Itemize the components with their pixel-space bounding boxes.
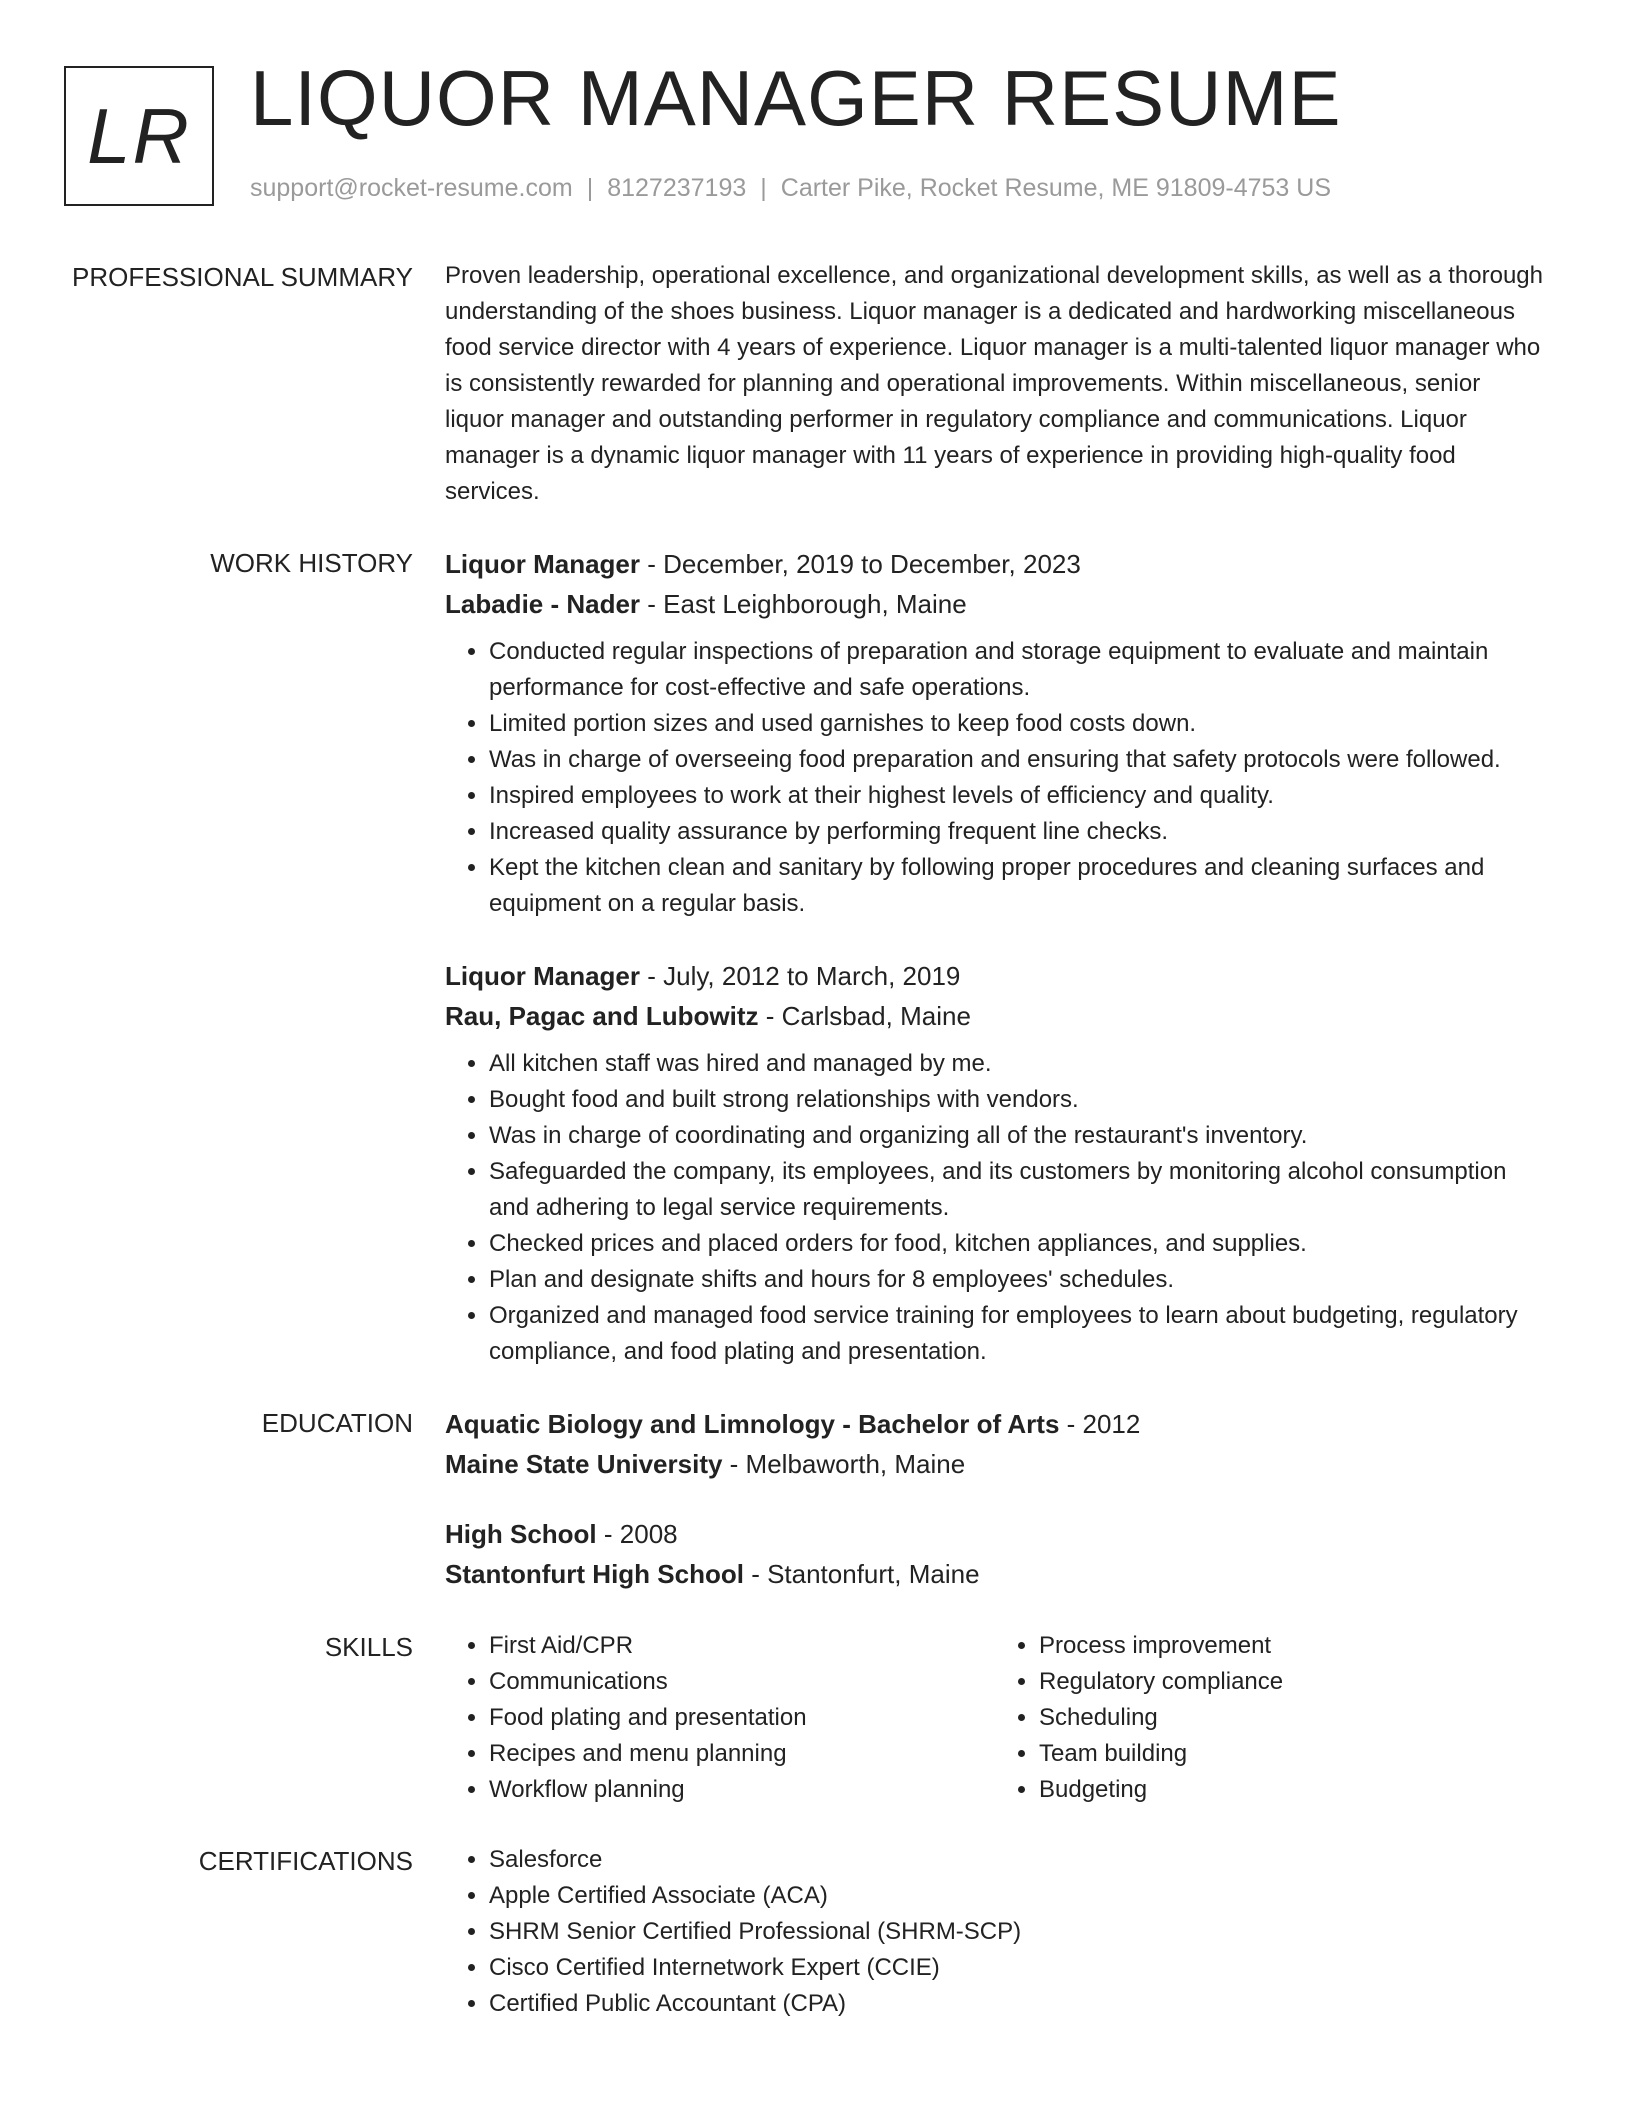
skill-item: • Food plating and presentation [489, 1700, 995, 1736]
job-bullets [445, 634, 1545, 922]
job-bullet: • Inspired employees to work at their highest levels of efficiency and quality. [489, 778, 1545, 814]
contact-email: support@rocket-resume.com [250, 174, 573, 202]
job-entry [445, 544, 1545, 922]
certification-item: • Apple Certified Associate (ACA) [489, 1878, 1545, 1914]
resume-title: LIQUOR MANAGER RESUME [250, 54, 1342, 142]
skill-item: • Recipes and menu planning [489, 1736, 995, 1772]
skill-item: • Process improvement [1039, 1628, 1545, 1664]
skills-section [0, 1628, 1632, 1808]
skill-item: • Regulatory compliance [1039, 1664, 1545, 1700]
monogram-logo: LR [64, 66, 214, 206]
section-label-education: EDUCATION [261, 1408, 413, 1438]
skill-item: • Workflow planning [489, 1772, 995, 1808]
section-label-skills: SKILLS [324, 1632, 413, 1662]
education-entry [445, 1404, 1545, 1484]
job-company: Labadie - Nader [445, 589, 641, 619]
edu-school: Stantonfurt High School [445, 1559, 744, 1589]
section-label-work: WORK HISTORY [210, 548, 413, 578]
section-label-summary: PROFESSIONAL SUMMARY [72, 262, 413, 292]
job-bullet: • Plan and designate shifts and hours for 8 employees' schedules. [489, 1262, 1545, 1298]
skill-item: • First Aid/CPR [489, 1628, 995, 1664]
job-dates: - December, 2019 to December, 2023 [640, 549, 1081, 579]
job-entry [445, 956, 1545, 1370]
education-section [0, 1404, 1632, 1594]
contact-separator: | [586, 174, 594, 202]
skill-item: • Team building [1039, 1736, 1545, 1772]
job-bullet: • Checked prices and placed orders for food, kitchen appliances, and supplies. [489, 1226, 1545, 1262]
skill-item: • Budgeting [1039, 1772, 1545, 1808]
job-bullet: • Safeguarded the company, its employees, and its customers by monitoring alcohol consumption and adhering to legal service requirements. [489, 1154, 1545, 1226]
certification-item: • Cisco Certified Internetwork Expert (CCIE) [489, 1950, 1545, 1986]
certification-item: • Salesforce [489, 1842, 1545, 1878]
job-dates: - July, 2012 to March, 2019 [640, 961, 961, 991]
summary-text: Proven leadership, operational excellence, and organizational development skills, as well as a thorough understanding of the shoes business. Liquor manager is a dedicated and hardworking miscellaneous food service director with 4 years of experience. Liquor manager is a multi-talented liquor manager who is consistently rewarded for planning and operational improvements. Within miscellaneous, senior liquor manager and outstanding performer in regulatory compliance and communications. Liquor manager is a dynamic liquor manager with 11 years of experience in providing high-quality food services. [445, 262, 1543, 505]
certifications-list [445, 1842, 1545, 2022]
job-bullet: • Was in charge of overseeing food preparation and ensuring that safety protocols were followed. [489, 742, 1545, 778]
job-bullet: • Kept the kitchen clean and sanitary by following proper procedures and cleaning surfaces and equipment on a regular basis. [489, 850, 1545, 922]
contact-phone: 8127237193 [607, 174, 747, 202]
contact-line [250, 174, 1331, 203]
job-location: - Carlsbad, Maine [758, 1001, 971, 1031]
summary-section [0, 258, 1632, 510]
contact-separator: | [760, 174, 767, 202]
skill-item: • Scheduling [1039, 1700, 1545, 1736]
certification-item: • Certified Public Accountant (CPA) [489, 1986, 1545, 2022]
section-label-certifications: CERTIFICATIONS [198, 1846, 413, 1876]
job-company: Rau, Pagac and Lubowitz [445, 1001, 759, 1031]
resume-content [0, 258, 1632, 2056]
edu-location: - Melbaworth, Maine [722, 1449, 966, 1479]
edu-school: Maine State University [445, 1449, 723, 1479]
job-bullet: • All kitchen staff was hired and managed by me. [489, 1046, 1545, 1082]
edu-degree: Aquatic Biology and Limnology - Bachelor of Arts [445, 1409, 1060, 1439]
job-bullet: • Conducted regular inspections of preparation and storage equipment to evaluate and maintain performance for cost-effective and safe operations. [489, 634, 1545, 706]
skill-item: • Communications [489, 1664, 995, 1700]
education-entry [445, 1514, 1545, 1594]
edu-location: - Stantonfurt, Maine [743, 1559, 980, 1589]
job-title: Liquor Manager [445, 961, 641, 991]
job-location: - East Leighborough, Maine [640, 589, 967, 619]
work-history-section [0, 544, 1632, 1370]
edu-year: - 2012 [1059, 1409, 1141, 1439]
job-bullet: • Organized and managed food service training for employees to learn about budgeting, regulatory compliance, and food plating and presentation. [489, 1298, 1545, 1370]
certifications-section [0, 1842, 1632, 2022]
job-bullet: • Limited portion sizes and used garnishes to keep food costs down. [489, 706, 1545, 742]
job-bullets [445, 1046, 1545, 1370]
skills-list-left [445, 1628, 995, 1808]
certification-item: • SHRM Senior Certified Professional (SHRM-SCP) [489, 1914, 1545, 1950]
skills-list-right [995, 1628, 1545, 1808]
job-bullet: • Increased quality assurance by performing frequent line checks. [489, 814, 1545, 850]
job-title: Liquor Manager [445, 549, 641, 579]
job-bullet: • Was in charge of coordinating and organizing all of the restaurant's inventory. [489, 1118, 1545, 1154]
edu-degree: High School [445, 1519, 597, 1549]
job-bullet: • Bought food and built strong relationships with vendors. [489, 1082, 1545, 1118]
edu-year: - 2008 [596, 1519, 678, 1549]
contact-address: Carter Pike, Rocket Resume, ME 91809-4753 US [780, 174, 1332, 202]
